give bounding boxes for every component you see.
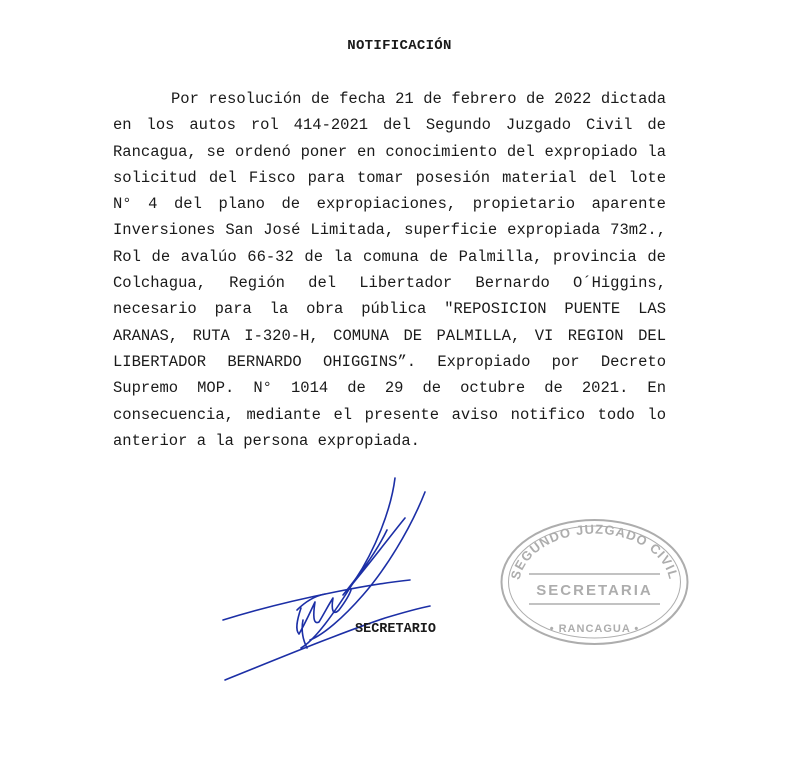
- body-line: solicitud del Fisco para tomar posesión material del lote: [113, 168, 666, 187]
- body-line: N° 4 del plano de expropiaciones, propietario aparente: [113, 195, 666, 214]
- body-line: ARANAS, RUTA I-320-H, COMUNA DE PALMILLA, VI REGION DEL: [113, 326, 666, 345]
- notification-title: NOTIFICACIÓN: [347, 38, 452, 54]
- body-line: Colchagua, Región del Libertador Bernardo O´Higgins,: [113, 274, 666, 293]
- body-line: en los autos rol 414-2021 del Segundo Juzgado Civil de: [113, 116, 666, 135]
- court-seal-stamp: [497, 516, 692, 648]
- body-line: Rancagua, se ordenó poner en conocimiento del expropiado la: [113, 142, 666, 161]
- svg-text:SECRETARIA: SECRETARIA: [536, 582, 653, 599]
- svg-text:SEGUNDO JUZGADO CIVIL: SEGUNDO JUZGADO CIVIL: [507, 521, 682, 582]
- body-line: Rol de avalúo 66-32 de la comuna de Palmilla, provincia de: [113, 247, 666, 266]
- signature-label: SECRETARIO: [355, 622, 437, 637]
- body-line: LIBERTADOR BERNARDO OHIGGINS”. Expropiado por Decreto: [113, 352, 666, 371]
- body-line: Supremo MOP. N° 1014 de 29 de octubre de 2021. En: [113, 379, 666, 398]
- svg-text:• RANCAGUA •: • RANCAGUA •: [549, 623, 640, 635]
- body-line: Por resolución de fecha 21 de febrero de 2022 dictada: [171, 90, 666, 108]
- notification-body: [113, 86, 666, 454]
- body-line: anterior a la persona expropiada.: [113, 431, 420, 450]
- handwritten-signature: [215, 470, 440, 690]
- body-line: Inversiones San José Limitada, superficie expropiada 73m2.,: [113, 221, 666, 240]
- body-line: consecuencia, mediante el presente aviso notifico todo lo: [113, 405, 666, 424]
- body-line: necesario para la obra pública "REPOSICION PUENTE LAS: [113, 300, 666, 319]
